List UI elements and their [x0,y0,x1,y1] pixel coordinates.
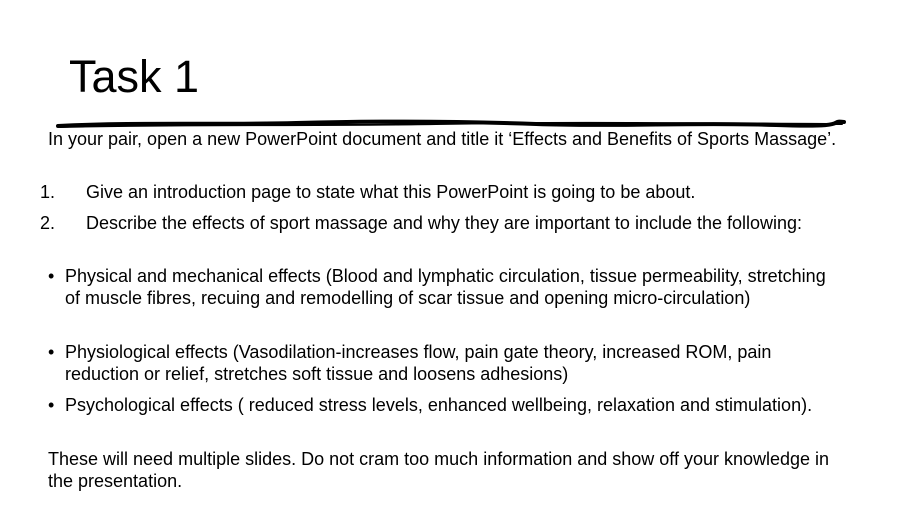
bullet-dot-icon: • [48,266,55,286]
list-item-text: Describe the effects of sport massage and why they are important to include the following: [86,213,803,233]
bullet-item [48,394,838,416]
numbered-item [40,212,830,234]
bullet-text: Physical and mechanical effects (Blood and lymphatic circulation, tissue permeability, stretching of muscle fibres, recuing and remodelling of scar tissue and opening micro-circulation) [65,266,826,308]
bullet-item [48,341,838,385]
bullet-item [48,265,838,309]
slide-title: Task 1 [69,51,200,102]
list-item-text: Give an introduction page to state what this PowerPoint is going to be about. [86,182,696,202]
closing-paragraph: These will need multiple slides. Do not cram too much information and show off your knowledge in the presentation. [48,449,830,491]
bullet-dot-icon: • [48,342,55,362]
intro-paragraph: In your pair, open a new PowerPoint document and title it ‘Effects and Benefits of Sports Massage’. [48,129,837,149]
bullet-text: Physiological effects (Vasodilation-increases flow, pain gate theory, increased ROM, pain reduction or relief, stretches soft tissue and loosens adhesions) [65,342,772,384]
numbered-item [40,181,830,203]
bullet-text: Psychological effects ( reduced stress levels, enhanced wellbeing, relaxation and stimulation). [65,395,813,415]
list-number: 1. [40,182,56,202]
list-number: 2. [40,213,56,233]
bullet-dot-icon: • [48,395,55,415]
